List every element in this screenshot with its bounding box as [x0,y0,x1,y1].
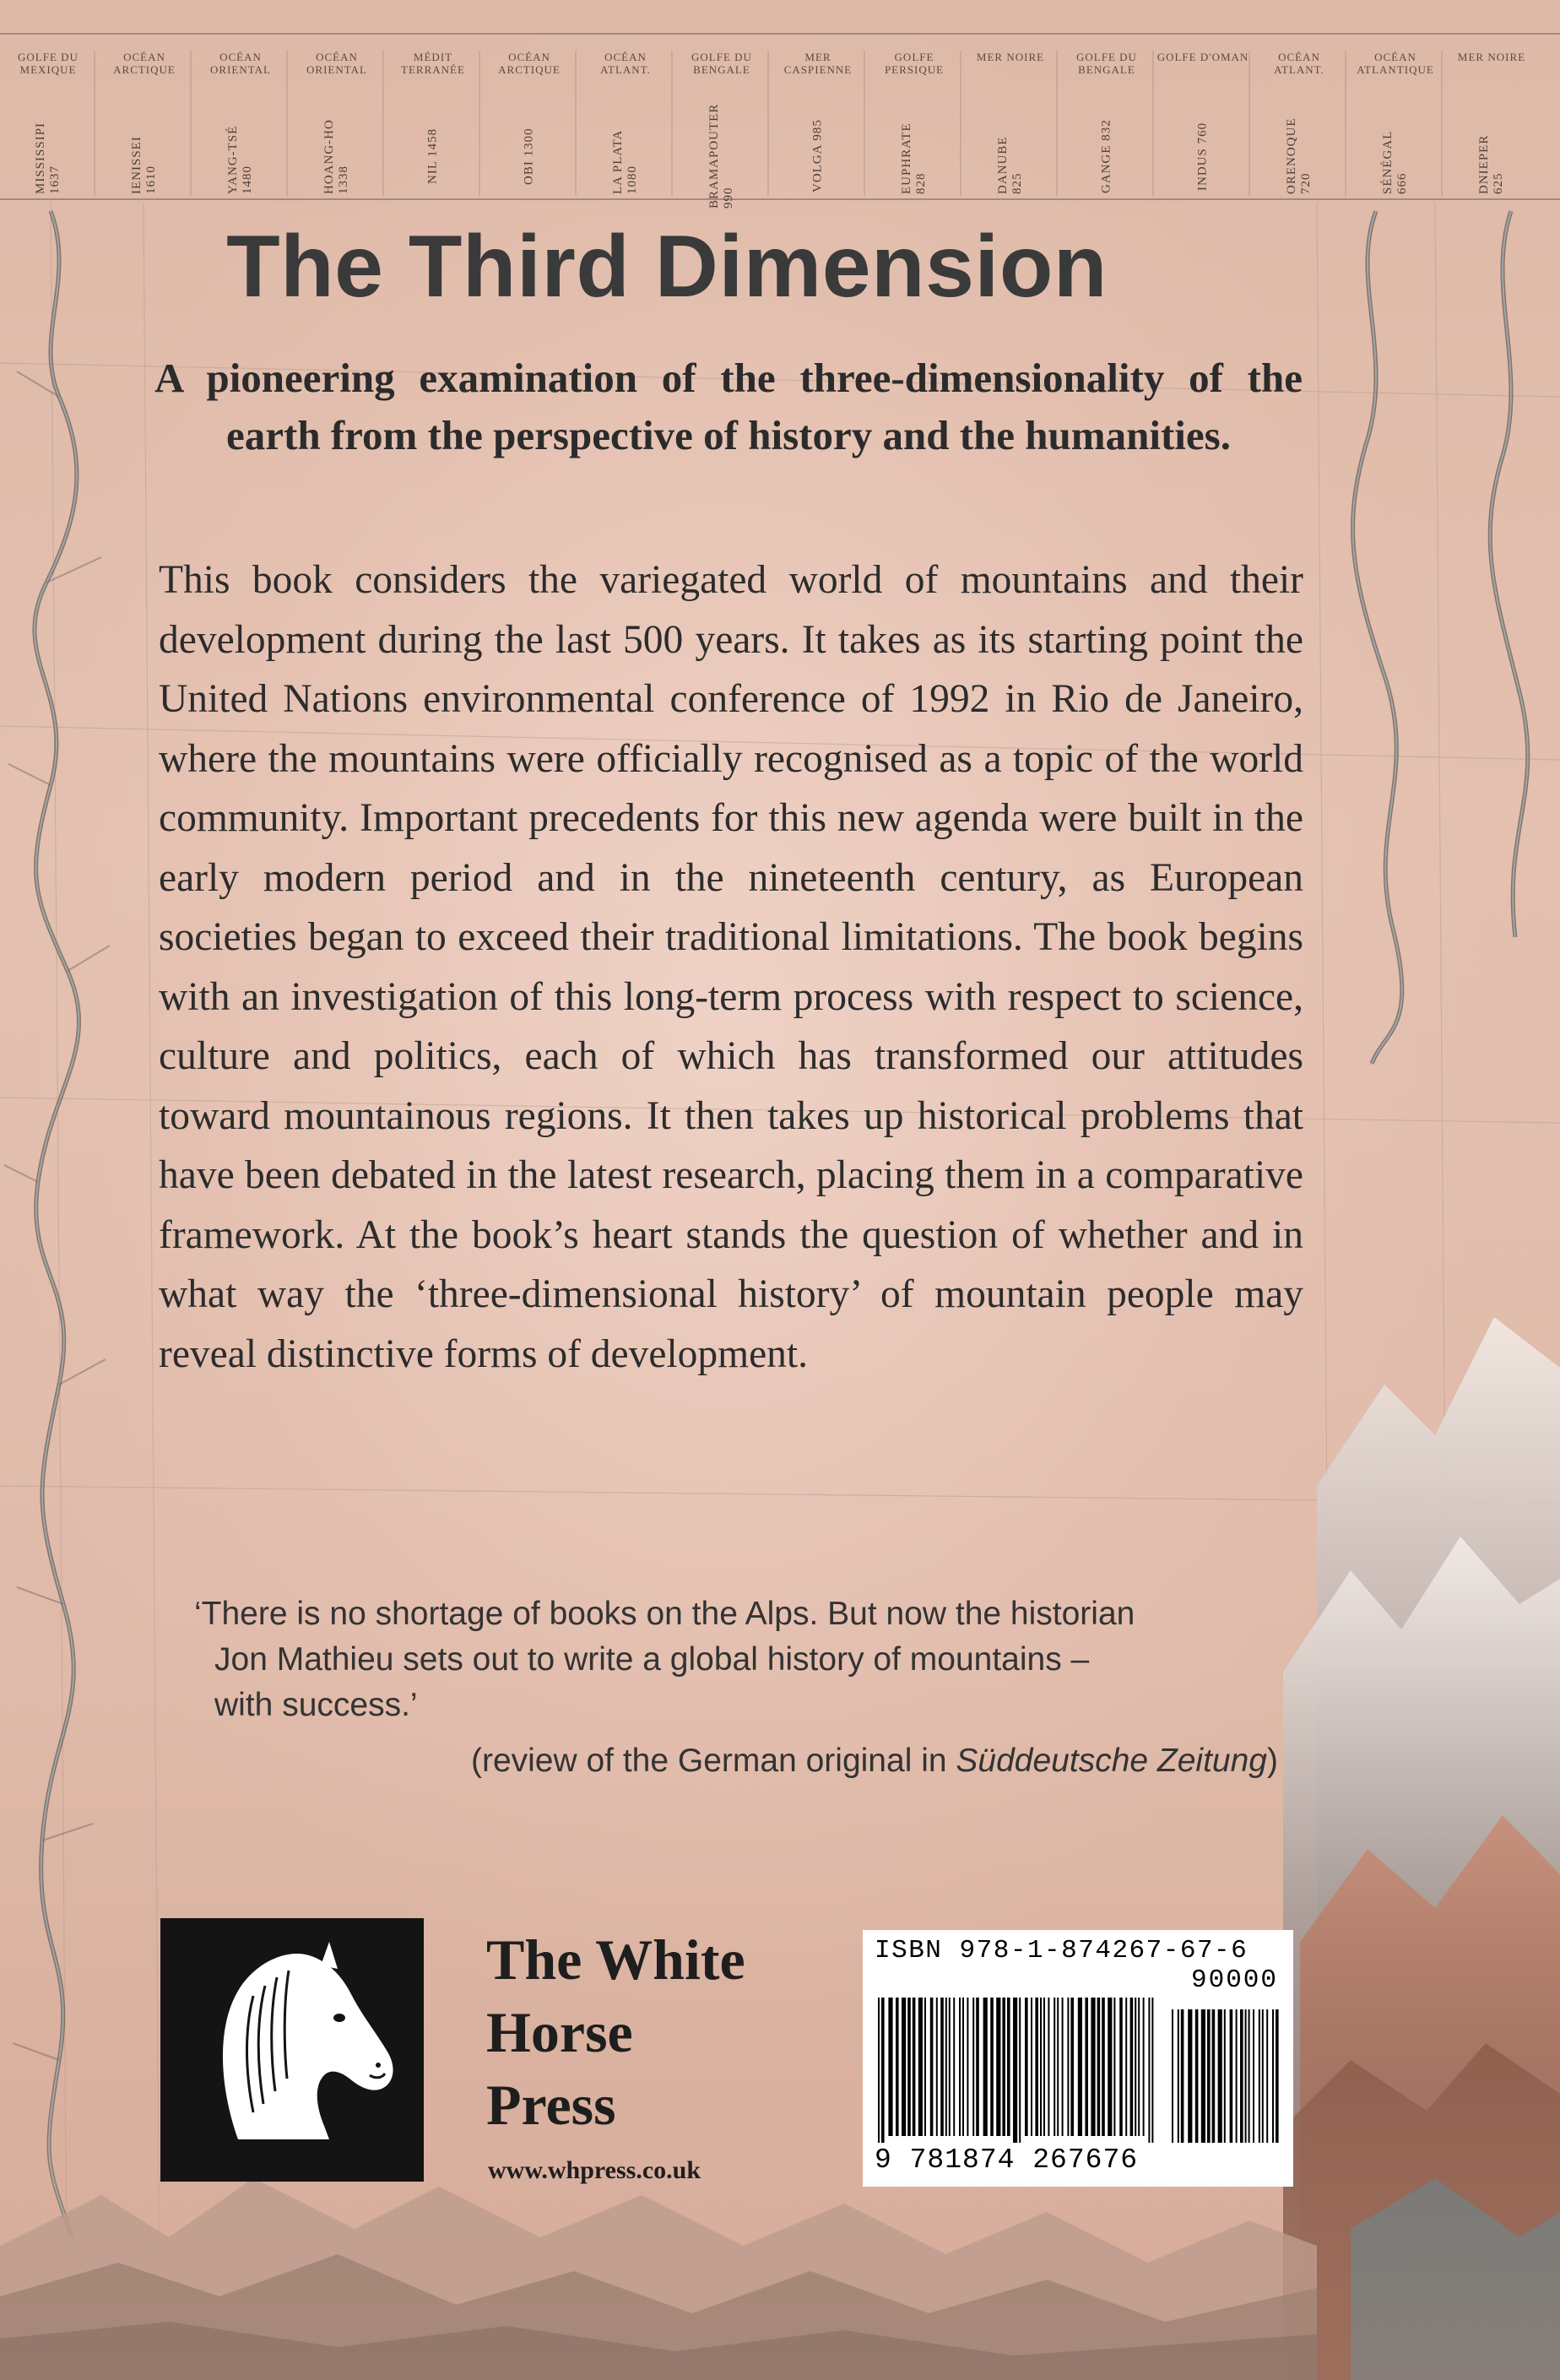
horse-head-icon [160,1918,424,2182]
barcode-bar [1025,1998,1028,2136]
book-title: The Third Dimension [226,218,1108,316]
barcode-bar [1019,1998,1021,2143]
lead-paragraph: A pioneering examination of the three-dimensionality of the earth from the perspective of history and the humanities. [154,355,1303,458]
barcode-bar [1212,2009,1216,2143]
river-name-label: ORENOQUE 720 [1285,117,1313,195]
barcode-bar [1130,1998,1134,2136]
barcode-bar [940,1998,944,2136]
barcode-bars [875,1998,1281,2143]
barcode-bar [1148,1998,1150,2143]
river-name-label: YANG-TSÉ 1480 [226,125,254,194]
barcode-bar [945,1998,947,2136]
barcode-bar [1262,2009,1264,2143]
barcode-bar [930,1998,934,2136]
river-name-label: DNIEPER 625 [1477,134,1505,194]
barcode-bar [1207,2009,1211,2143]
barcode-bar [1048,1998,1049,2136]
river-name-label: NIL 1458 [425,127,440,185]
quote-line: with success.’ [214,1687,418,1723]
quote-attribution [363,1743,1278,1780]
isbn-label: ISBN 978-1-874267-67-6 [875,1936,1249,1965]
river-sea-label: GOLFE PERSIQUE [884,51,945,76]
blurb-paragraph: This book considers the variegated world of mountains and their development during the last 500 years. It takes as its starting point the United Nations environmental conference of 1992 in Rio de Janeiro, where the mountains were officially recognised as a topic of the world community. Important precedents for this new agenda were built in the early modern period and in the nineteenth century, as European societies began to exceed their traditional limitations. The book begins with an investigation of this long-term process with respect to science, culture and politics, each of which has transformed our attitudes toward mountainous regions. It then takes up historical problems that have been debated in the latest research, placing them in a comparative framework. At the book’s heart stands the question of whether and in what way the ‘three-dimensional history’ of mountain people may reveal distinctive forms of development. [159,558,1303,1376]
river-header-row [0,51,1560,209]
river-sea-label: OCÉAN ORIENTAL [210,51,271,76]
barcode-bar [967,1998,968,2136]
river-sea-label: OCÉAN ARCTIQUE [113,51,176,76]
barcode-bar [1188,2009,1192,2143]
barcode-bar [1172,2009,1173,2143]
barcode-bar [1067,1998,1069,2136]
barcode-bar [1266,2009,1268,2143]
barcode-bar [1031,1998,1032,2136]
barcode-bar [1240,2009,1243,2143]
barcode-bar [972,1998,974,2136]
barcode-bar [1253,2009,1254,2143]
river-name-label: VOLGA 985 [810,119,825,193]
barcode-bar [1249,2009,1250,2143]
river-sea-label: MÉDIT TERRANÉE [401,51,465,76]
publisher-url: www.whpress.co.uk [488,2156,701,2184]
barcode-bar [996,1998,1000,2136]
barcode-bar [902,1998,906,2136]
barcode-bar [1259,2009,1260,2143]
barcode-bar [913,1998,916,2136]
barcode-bar [1035,1998,1038,2136]
barcode-bar [1138,1998,1140,2136]
barcode-bar [976,1998,979,2136]
barcode-bar [888,1998,892,2136]
river-name-label: EUPHRATE 828 [900,122,928,194]
attribution-source: Süddeutsche Zeitung [956,1743,1267,1779]
publisher-name [486,1923,841,2141]
barcode-bar [1113,1998,1115,2136]
river-name-label: OBI 1300 [522,127,536,185]
barcode-bar [1178,2009,1179,2143]
river-sea-label: OCÉAN ATLANT. [1274,51,1324,76]
isbn-barcode [863,1930,1293,2187]
barcode-bar [1013,1998,1017,2143]
barcode-bar [990,1998,994,2136]
barcode-bar [1276,2009,1279,2143]
barcode-bar [1151,1998,1153,2143]
river-name-label: IENISSEI 1610 [130,136,158,194]
barcode-bar [1043,1998,1045,2136]
river-sea-label: OCÉAN ATLANTIQUE [1357,51,1434,76]
river-sea-label: GOLFE DU BENGALE [1076,51,1137,76]
river-sea-label: GOLFE D'OMAN [1156,51,1249,63]
barcode-bar [1230,2009,1233,2143]
barcode-addon: 90000 [1190,1965,1278,1995]
barcode-bar [1070,1998,1074,2136]
barcode-bar [1057,1998,1059,2136]
barcode-bar [949,1998,951,2136]
barcode-bar [962,1998,964,2136]
barcode-bar [924,1998,926,2136]
barcode-bar [1078,1998,1082,2136]
river-name-label: SÉNÉGAL 666 [1381,131,1409,194]
river-sea-label: MER NOIRE [1457,51,1526,63]
river-name-label: GANGE 832 [1099,119,1113,193]
quote-line: ‘There is no shortage of books on the Alps. But now the historian [194,1596,1135,1632]
barcode-bar [1272,2009,1274,2143]
river-name-label: BRAMAPOUTER 990 [707,103,735,209]
attribution-suffix: ) [1267,1743,1278,1779]
barcode-bar [983,1998,988,2136]
barcode-bar [1054,1998,1055,2136]
barcode-bar [1097,1998,1101,2136]
barcode-digits: 9 781874 267676 [875,2144,1139,2176]
review-quote [194,1591,1283,1728]
barcode-bar [1085,1998,1088,2136]
river-name-label: MISSISSIPI 1637 [34,122,62,194]
barcode-bar [896,1998,899,2136]
barcode-bar [1108,1998,1112,2136]
barcode-bar [959,1998,961,2136]
barcode-bar [1091,1998,1095,2136]
river-sea-label: GOLFE DU MEXIQUE [18,51,79,76]
barcode-bar [1002,1998,1005,2136]
river-name-label: LA PLATA 1080 [611,130,639,194]
barcode-bar [1181,2009,1184,2143]
publisher-logo [160,1918,424,2182]
barcode-bar [1007,1998,1010,2136]
barcode-bar [1062,1998,1064,2136]
barcode-bar [1040,1998,1042,2136]
barcode-bar [1245,2009,1247,2143]
barcode-bar [1224,2009,1226,2143]
river-sea-label: GOLFE DU BENGALE [691,51,752,76]
publisher-line: Press [486,2073,616,2137]
river-name-label: INDUS 760 [1195,122,1210,191]
publisher-line: Horse [486,2000,633,2064]
river-name-label: DANUBE 825 [996,136,1024,194]
barcode-bar [1195,2009,1199,2143]
barcode-bar [1143,1998,1145,2136]
barcode-bar [907,1998,911,2136]
river-sea-label: MER CASPIENNE [783,51,853,76]
publisher-line: The White [486,1927,745,1992]
barcode-bar [1119,1998,1123,2136]
barcode-bar [1218,2009,1222,2143]
barcode-bar [881,1998,885,2143]
river-sea-label: OCÉAN ATLANT. [600,51,651,76]
attribution-prefix: (review of the German original in [470,1743,956,1779]
barcode-bar [1201,2009,1205,2143]
quote-line: Jon Mathieu sets out to write a global history of mountains – [214,1641,1090,1678]
barcode-bar [1125,1998,1127,2136]
river-name-label: HOANG-HO 1338 [322,119,350,194]
barcode-bar [1236,2009,1238,2143]
barcode-bar [953,1998,955,2136]
river-sea-label: OCÉAN ARCTIQUE [498,51,561,76]
barcode-bar [1135,1998,1136,2136]
barcode-bar [1102,1998,1105,2136]
barcode-bar [936,1998,938,2136]
barcode-bar [918,1998,923,2136]
river-sea-label: MER NOIRE [976,51,1045,63]
river-sea-label: OCÉAN ORIENTAL [306,51,367,76]
barcode-bar [878,1998,880,2143]
